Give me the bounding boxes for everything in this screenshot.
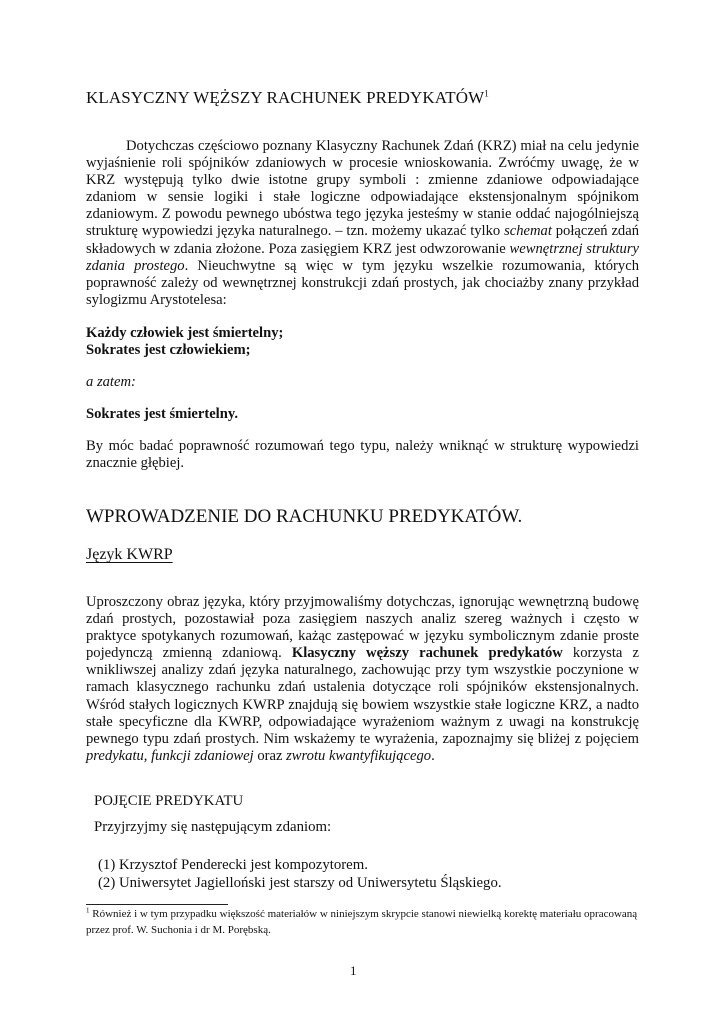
subsection-heading: Język KWRP [86, 546, 173, 563]
footnote-divider [86, 904, 228, 905]
syllogism-therefore: a zatem: [86, 374, 136, 390]
example-sentence-1: (1) Krzysztof Penderecki jest kompozytorem. [98, 857, 368, 873]
example-sentence-2: (2) Uniwersytet Jagielloński jest starszy od Uniwersytetu Śląskiego. [98, 875, 502, 891]
syllogism-premise-1: Każdy człowiek jest śmiertelny; [86, 325, 284, 341]
section-heading: WPROWADZENIE DO RACHUNKU PREDYKATÓW. [86, 506, 523, 527]
intro-paragraph: Dotychczas częściowo poznany Klasyczny Rachunek Zdań (KRZ) miał na celu jedynie wyjaśnienie roli spójników zdaniowych w procesie wnioskowania. Zwróćmy uwagę, że w KRZ występują tylko dwie istotne grupy symboli : zmienne zdaniowe odpowiadające zdaniom w sensie logiki i stałe logiczne odpowiadające ekstensjonalnym spójnikom zdaniowym. Z powodu pewnego ubóstwa tego języka jesteśmy w stanie oddać najogólniejszą strukturę wypowiedzi języka naturalnego. – tzn. możemy ukazać tylko schemat połączeń zdań składowych w zdania złożone. Poza zasięgiem KRZ jest odwzorowanie wewnętrznej struktury zdania prostego. Nieuchwytne są więc w tym języku wszelkie rozumowania, których poprawność zależy od wewnętrznej konstrukcji zdań prostych, jak chociażby znany przykład sylogizmu Arystotelesa: [86, 138, 640, 308]
syllogism-conclusion: Sokrates jest śmiertelny. [86, 406, 238, 422]
syllogism-premise-2: Sokrates jest człowiekiem; [86, 342, 251, 358]
concept-heading: POJĘCIE PREDYKATU [94, 793, 244, 809]
kwrp-paragraph: Uproszczony obraz języka, który przyjmowaliśmy dotychczas, ignorując wewnętrzną budowę zdań prostych, pozostawiał poza zasięgiem naszych analiz szereg ważnych i często w praktyce spotykanych rozumowań, każąc zastępować w języku symbolicznym zdanie proste pojedynczą zmienną zdaniową. Klasyczny węższy rachunek predykatów korzysta z wnikliwszej analizy zdań języka naturalnego, zachowując przy tym wszystkie poczynione w ramach klasycznego rachunku zdań ustalenia dotyczące roli spójników ekstensjonalnych. Wśród stałych logicznych KWRP znajdują się bowiem wszystkie stałe logiczne KRZ, a nadto stałe specyficzne dla KWRP, odpowiadające wyrażeniom ważnym z uwagi na konstrukcję pewnego typu zdań prostych. Nim wskażemy te wyrażenia, zapoznajmy się bliżej z pojęciem predykatu, funkcji zdaniowej oraz zwrotu kwantyfikującego. [86, 594, 639, 764]
footnote-reference[interactable]: 1 [484, 88, 489, 99]
consider-line: Przyjrzyjmy się następującym zdaniom: [94, 819, 332, 835]
second-paragraph: By móc badać poprawność rozumowań tego typu, należy wniknąć w strukturę wypowiedzi znacznie głębiej. [86, 438, 639, 472]
footnote: $^1$ Również i w tym przypadku większość materiałów w niniejszym skrypcie stanowi niewielką korektę materiału opracowaną przez prof. W. Suchonia i dr M. Porębską. [86, 906, 638, 936]
page-title: KLASYCZNY WĘŻSZY RACHUNEK PREDYKATÓW$^1$ [86, 88, 489, 107]
page-number: 1 [350, 963, 357, 978]
